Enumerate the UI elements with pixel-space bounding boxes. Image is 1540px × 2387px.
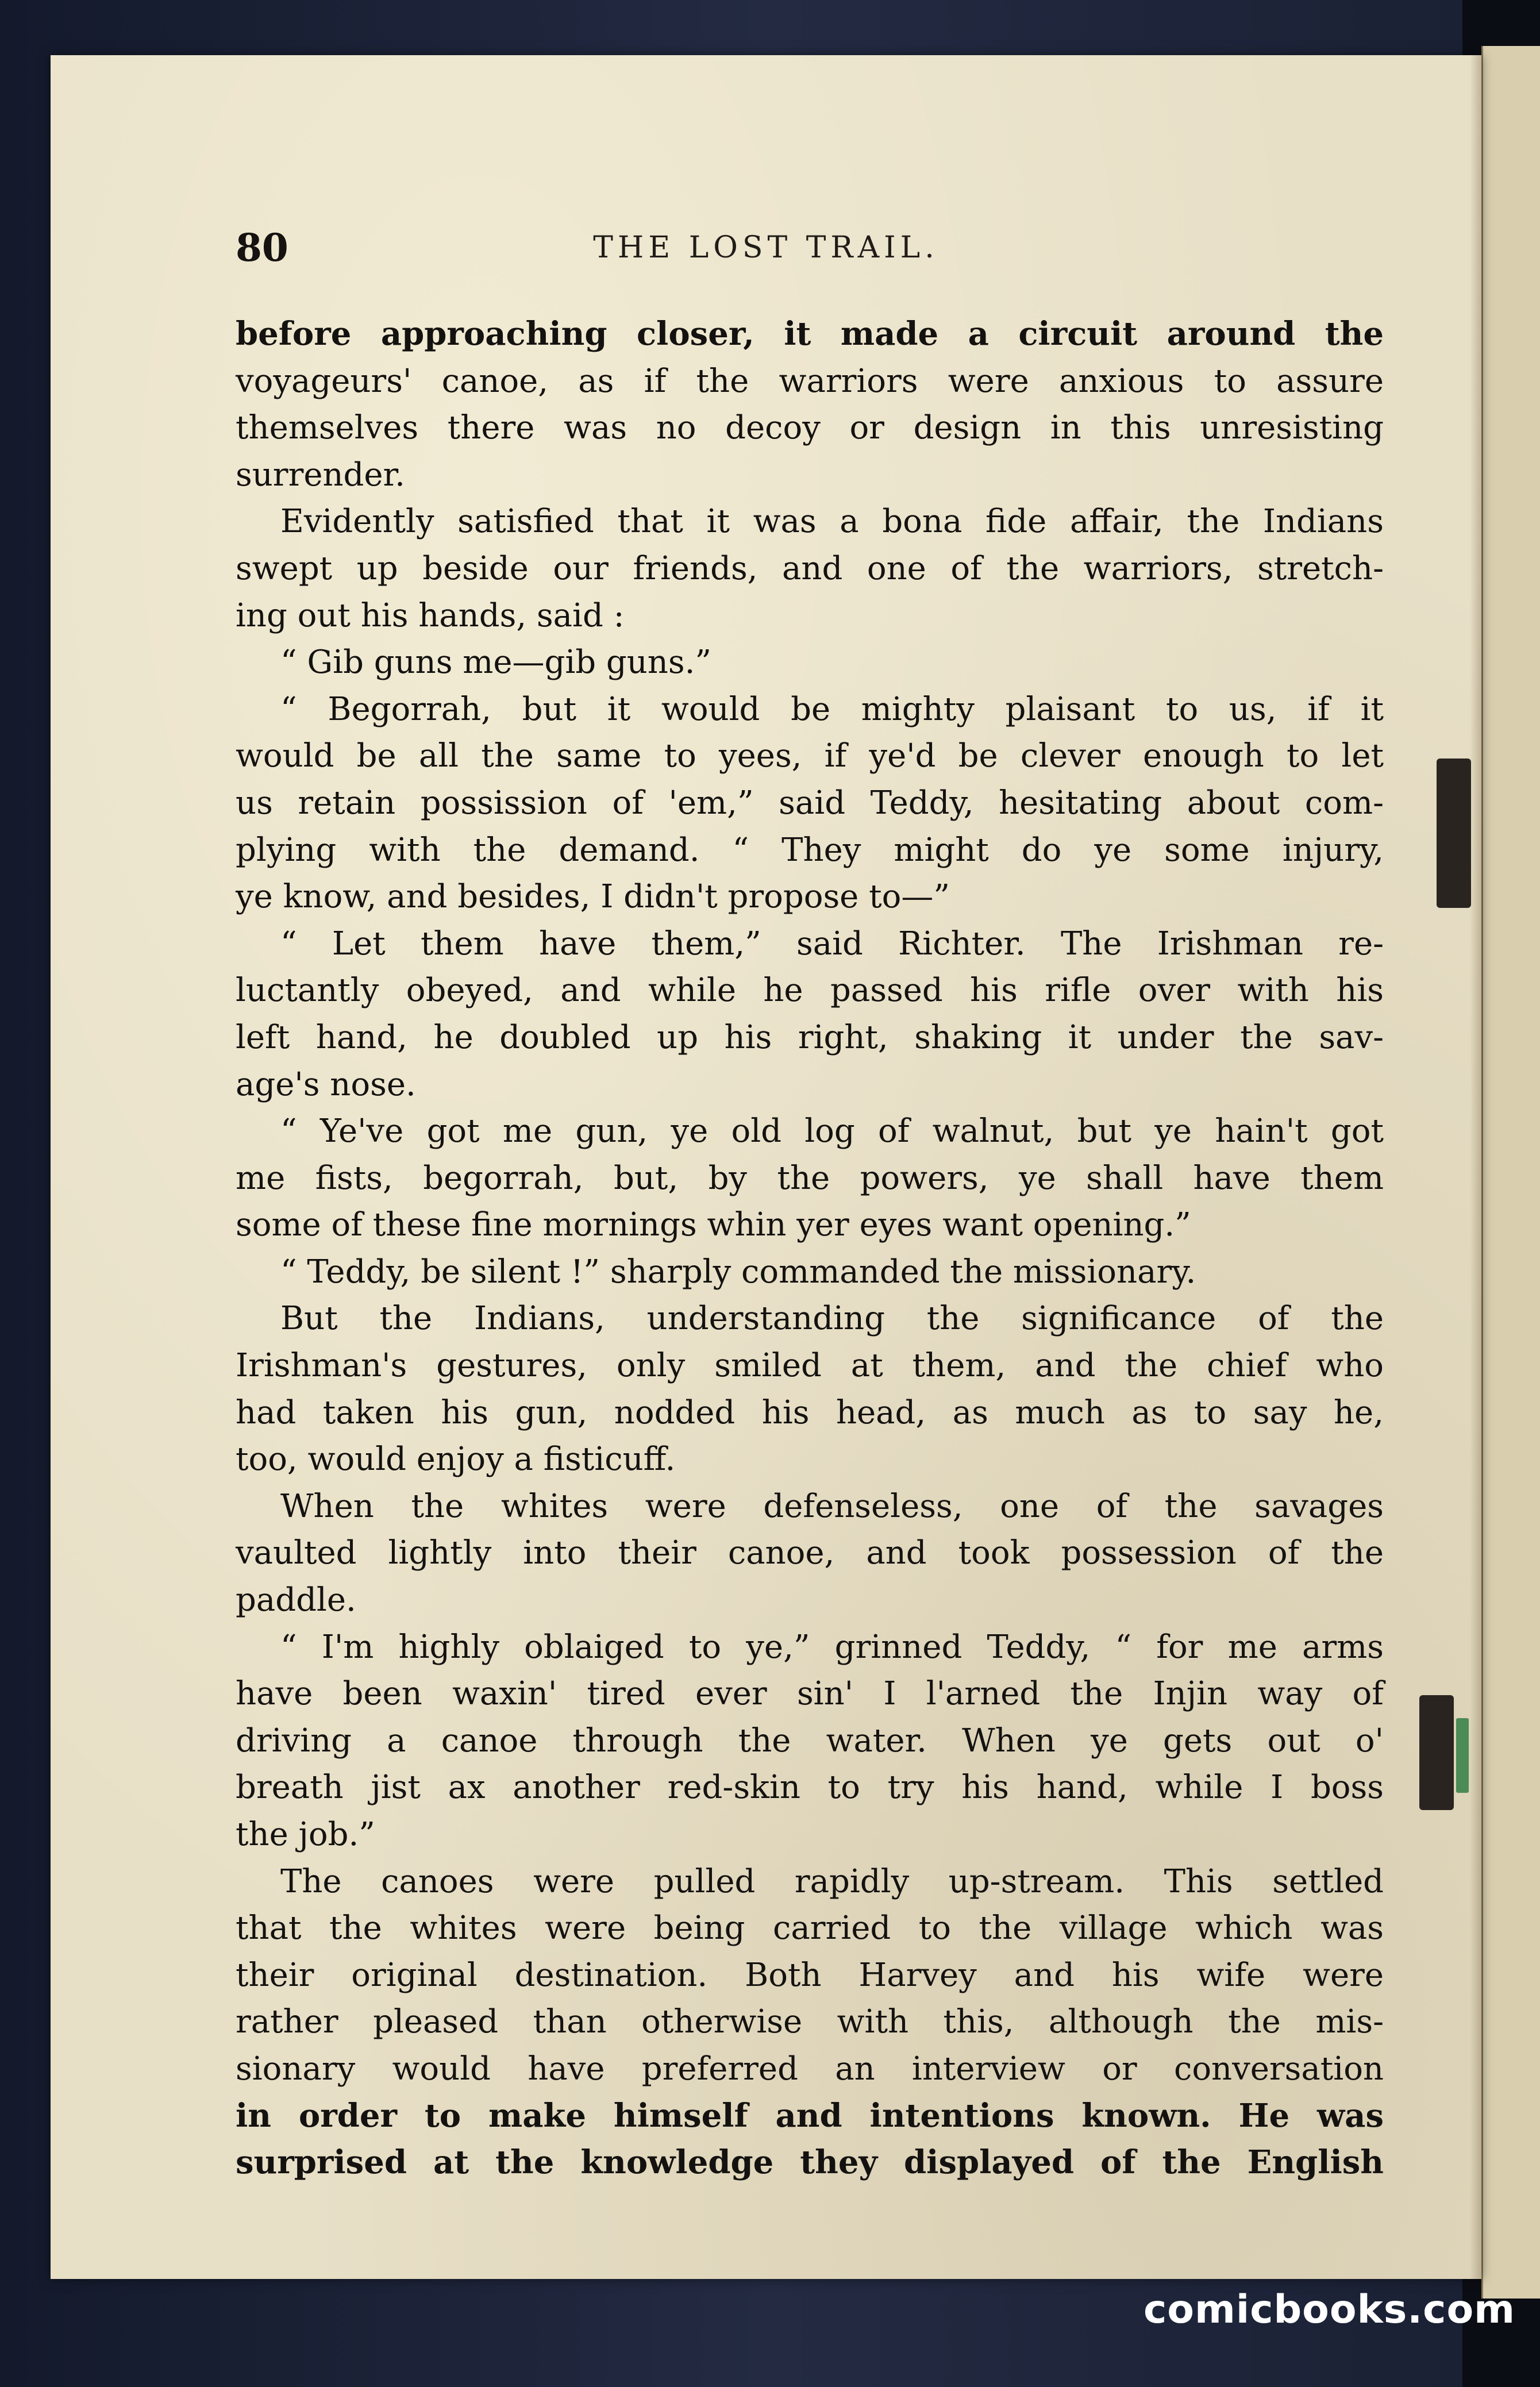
page-header [51,225,1481,271]
text-line: “ Begorrah, but it would be mighty plaisant to us, if it [280,690,1384,728]
text-line: “ Teddy, be silent !” sharply commanded the missionary. [280,1253,1196,1291]
running-title: THE LOST TRAIL. [593,230,939,265]
page-gutter-shadow [1470,55,1481,2279]
text-line: “ Ye've got me gun, ye old log of walnut, but ye hain't got [280,1112,1384,1150]
body-text [236,311,1384,2186]
text-line: “ Gib guns me—gib guns.” [280,644,712,682]
adjacent-page-edge [1481,46,1540,2299]
text-line: When the whites were defenseless, one of the savages [280,1487,1384,1525]
text-line: had taken his gun, nodded his head, as much as to say he, [236,1393,1384,1431]
text-line: driving a canoe through the water. When ye gets out o' [236,1722,1384,1760]
text-line: have been waxin' tired ever sin' I l'arned the Injin way of [236,1675,1384,1713]
text-line: vaulted lightly into their canoe, and took possession of the [236,1534,1384,1572]
text-line: some of these fine mornings whin yer eyes want opening.” [236,1206,1191,1244]
text-line: ye know, and besides, I didn't propose to—” [236,878,950,916]
text-line: left hand, he doubled up his right, shaking it under the sav- [236,1018,1384,1056]
text-line: “ I'm highly oblaiged to ye,” grinned Teddy, “ for me arms [280,1628,1384,1666]
page-tab-marker [1419,1695,1454,1810]
text-line: The canoes were pulled rapidly up-stream. This settled [280,1862,1384,1900]
text-line: surprised at the knowledge they displayed of the English [236,2143,1384,2182]
book-page [51,55,1481,2279]
text-line: age's nose. [236,1065,416,1103]
text-line: the job.” [236,1816,375,1853]
text-line: surrender. [236,456,405,494]
text-line: breath jist ax another red-skin to try his hand, while I boss [236,1769,1384,1807]
text-line: would be all the same to yees, if ye'd be clever enough to let [236,737,1384,775]
text-line: themselves there was no decoy or design in this unresisting [236,409,1384,447]
text-line: “ Let them have them,” said Richter. The Irishman re- [280,925,1384,962]
text-line: me fists, begorrah, but, by the powers, ye shall have them [236,1159,1384,1197]
text-line: ing out his hands, said : [236,596,625,634]
page-number: 80 [236,225,288,270]
text-line: paddle. [236,1581,356,1619]
page-tab-marker [1437,759,1471,908]
text-line: plying with the demand. “ They might do ye some injury, [236,831,1384,869]
text-line: before approaching closer, it made a circuit around the [236,315,1384,353]
text-line: too, would enjoy a fisticuff. [236,1441,676,1479]
text-line: sionary would have preferred an interview or conversation [236,2050,1384,2088]
text-line: luctantly obeyed, and while he passed his rifle over with his [236,972,1384,1010]
text-line: Irishman's gestures, only smiled at them, and the chief who [236,1347,1384,1385]
text-line: their original destination. Both Harvey and his wife were [236,1956,1384,1994]
text-line: that the whites were being carried to the village which was [236,1909,1384,1947]
text-line: rather pleased than otherwise with this, although the mis- [236,2003,1384,2041]
text-line: in order to make himself and intentions known. He was [236,2096,1384,2135]
watermark: comicbooks.com [1144,2287,1516,2332]
text-line: But the Indians, understanding the significance of the [280,1300,1384,1338]
text-line: Evidently satisfied that it was a bona fide affair, the Indians [280,503,1384,541]
text-line: swept up beside our friends, and one of the warriors, stretch- [236,549,1384,587]
text-line: us retain possission of 'em,” said Teddy, hesitating about com- [236,784,1384,822]
text-line: voyageurs' canoe, as if the warriors were anxious to assure [236,362,1384,400]
